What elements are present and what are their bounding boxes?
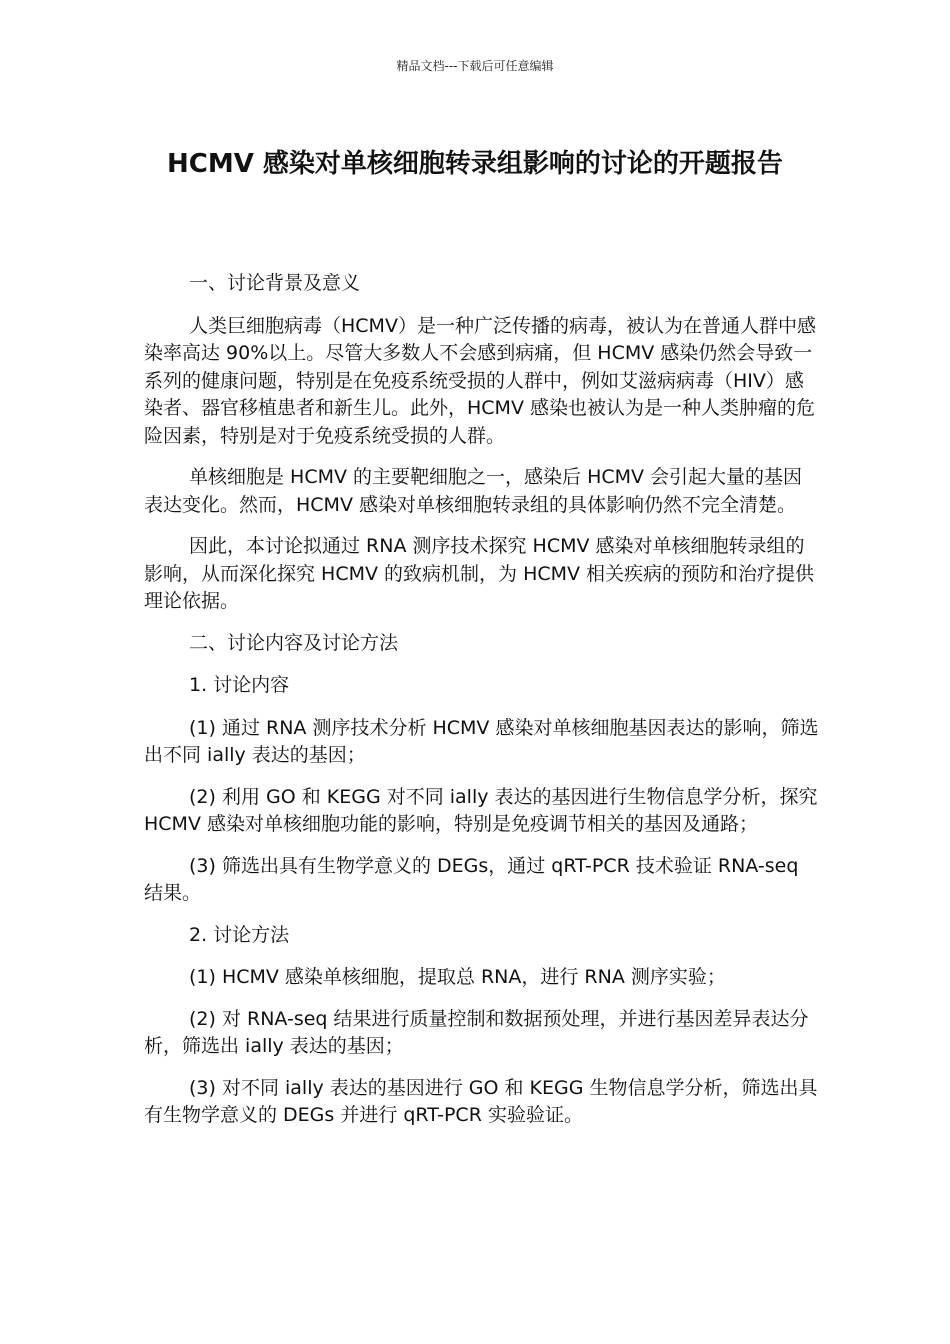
list-item: (3) 筛选出具有生物学意义的 DEGs，通过 qRT-PCR 技术验证 RNA-seq 结果。	[144, 854, 799, 904]
subsection-heading-methods: 2. 讨论方法	[189, 923, 290, 946]
section-heading-content-methods: 二、讨论内容及讨论方法	[189, 631, 399, 654]
document-title: HCMV 感染对单核细胞转录组影响的讨论的开题报告	[167, 149, 783, 179]
list-item: (3) 对不同 ially 表达的基因进行 GO 和 KEGG 生物信息学分析，筛选出具有生物学意义的 DEGs 并进行 qRT-PCR 实验验证。	[144, 1076, 818, 1126]
section-heading-background: 一、讨论背景及意义	[189, 272, 361, 294]
paragraph: 因此，本讨论拟通过 RNA 测序技术探究 HCMV 感染对单核细胞转录组的影响，从而深化探究 HCMV 的致病机制，为 HCMV 相关疾病的预防和治疗提供理论依据。	[144, 535, 815, 612]
list-item: (1) HCMV 感染单核细胞，提取总 RNA，进行 RNA 测序实验；	[189, 966, 726, 988]
subsection-heading-content: 1. 讨论内容	[189, 674, 290, 696]
list-item: (2) 利用 GO 和 KEGG 对不同 ially 表达的基因进行生物信息学分析，探究 HCMV 感染对单核细胞功能的影响，特别是免疫调节相关的基因及通路；	[144, 785, 818, 835]
page-header-note: 精品文档---下载后可任意编辑	[396, 59, 554, 73]
paragraph: 人类巨细胞病毒（HCMV）是一种广泛传播的病毒，被认为在普通人群中感染率高达 90%以上。尽管大多数人不会感到病痛，但 HCMV 感染仍然会导致一系列的健康问题，特别是在免疫系统受损的人群中，例如艾滋病病毒（HIV）感染者、器官移植患者和新生儿。此外，HCMV 感染也被认为是一种人类肿瘤的危险因素，特别是对于免疫系统受损的人群。	[144, 314, 816, 447]
document-body	[144, 270, 820, 1144]
list-item: (2) 对 RNA-seq 结果进行质量控制和数据预处理，并进行基因差异表达分析，筛选出 ially 表达的基因；	[144, 1007, 809, 1057]
list-item: (1) 通过 RNA 测序技术分析 HCMV 感染对单核细胞基因表达的影响，筛选出不同 ially 表达的基因；	[144, 716, 819, 766]
paragraph: 单核细胞是 HCMV 的主要靶细胞之一，感染后 HCMV 会引起大量的基因表达变化。然而，HCMV 感染对单核细胞转录组的具体影响仍然不完全清楚。	[144, 466, 803, 516]
